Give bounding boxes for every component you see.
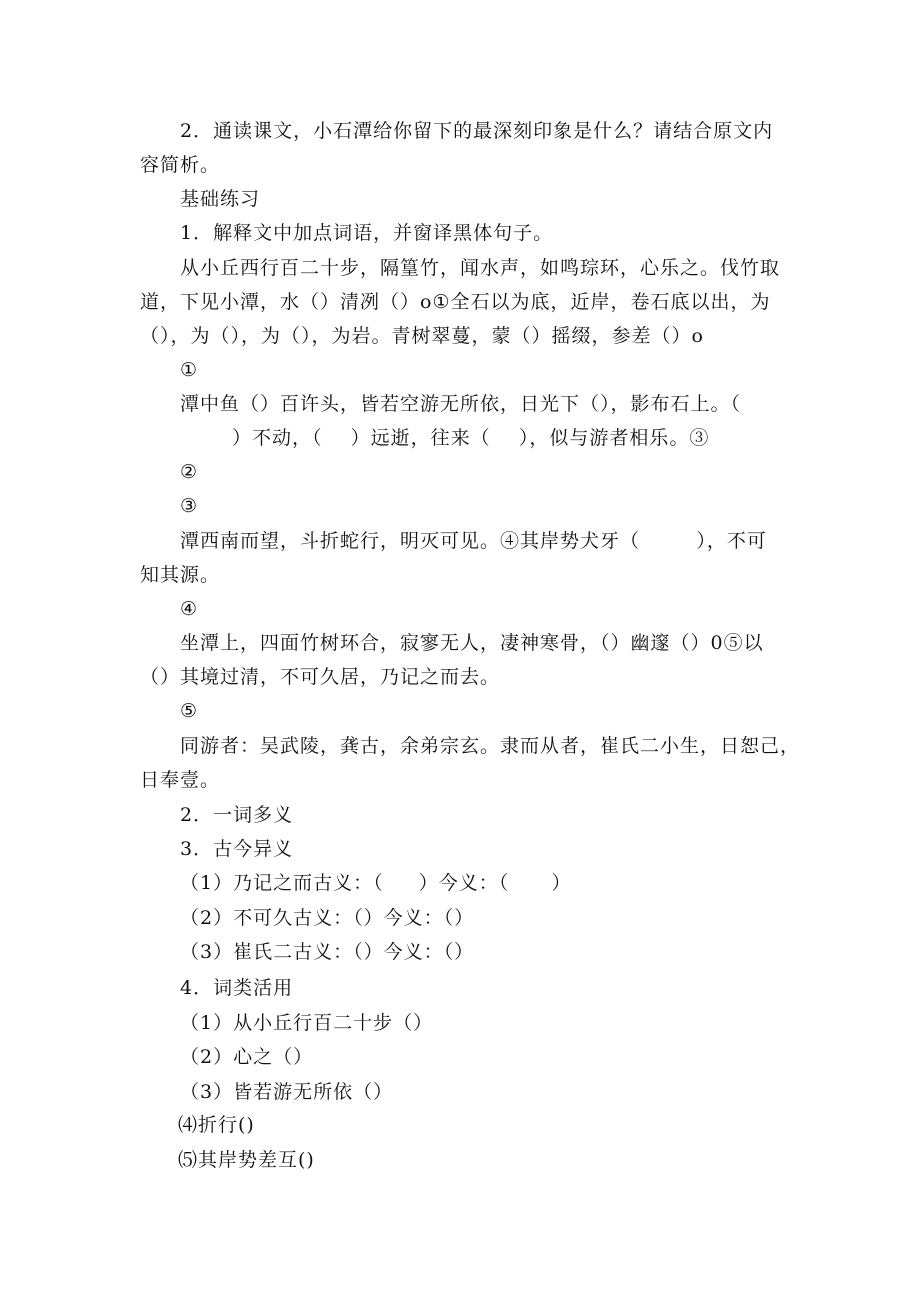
exercise-4-item-5: ⑸其岸势差互() <box>178 1149 315 1171</box>
passage-1-line-2: 道，下见小潭，水（）清冽（）o①全石以为底，近岸，卷石底以出，为 <box>140 291 771 313</box>
question-2-line-2: 容简析。 <box>140 154 221 176</box>
passage-1-line-3: （），为（），为（），为岩。青树翠蔓，蒙（）摇缀，参差（）o <box>140 325 704 347</box>
passage-4-line-1: 坐潭上，四面竹树环合，寂寥无人，凄神寒骨，（）幽邃（）0⑤以 <box>180 632 764 654</box>
exercise-4-item-4: ⑷折行() <box>178 1114 255 1136</box>
exercise-3-item-1: （1）乃记之而古义：（ ）今义：（ ） <box>180 872 572 894</box>
passage-5-line-2: 日奉壹。 <box>140 769 221 791</box>
exercise-1-title: 1．解释文中加点词语，并窗译黑体句子。 <box>180 222 554 244</box>
passage-4-line-2: （）其境过清，不可久居，乃记之而去。 <box>140 666 501 688</box>
exercise-4-item-1: （1）从小丘行百二十步（） <box>180 1012 434 1034</box>
answer-marker-3: ③ <box>180 495 199 517</box>
passage-3-line-2: 知其源。 <box>140 564 221 586</box>
answer-marker-4: ④ <box>180 598 199 620</box>
exercise-3-item-3: （3）崔氏二古义：（）今义：（） <box>180 941 475 963</box>
section-heading-basic-practice: 基础练习 <box>180 188 261 210</box>
answer-marker-1: ① <box>180 359 199 381</box>
exercise-2-title: 2．一词多义 <box>180 804 294 826</box>
passage-3-line-1: 潭西南而望，斗折蛇行，明灭可见。④其岸势犬牙（ ），不可 <box>180 530 767 552</box>
passage-1-line-1: 从小丘西行百二十步，隔篁竹，闻水声，如鸣琮环，心乐之。伐竹取 <box>180 257 781 279</box>
answer-marker-5: ⑤ <box>180 700 199 722</box>
answer-marker-2: ② <box>180 461 199 483</box>
passage-2-line-1: 潭中鱼（）百许头，皆若空游无所依，日光下（），影布石上。（ <box>180 393 742 415</box>
exercise-3-item-2: （2）不可久古义：（）今义：（） <box>180 907 475 929</box>
question-2-line-1: 2．通读课文，小石潭给你留下的最深刻印象是什么？请结合原文内 <box>180 120 774 142</box>
exercise-4-title: 4．词类活用 <box>180 977 294 999</box>
exercise-3-title: 3．古今异义 <box>180 838 294 860</box>
exercise-4-item-2: （2）心之（） <box>180 1046 314 1068</box>
passage-2-line-2: ）不动，（ ）远逝，往来（ ），似与游者相乐。③ <box>232 427 710 449</box>
passage-5-line-1: 同游者：吴武陵，龚古，余弟宗玄。隶而从者，崔氏二小生，日恕己， <box>180 735 801 757</box>
exercise-4-item-3: （3）皆若游无所依（） <box>180 1081 394 1103</box>
